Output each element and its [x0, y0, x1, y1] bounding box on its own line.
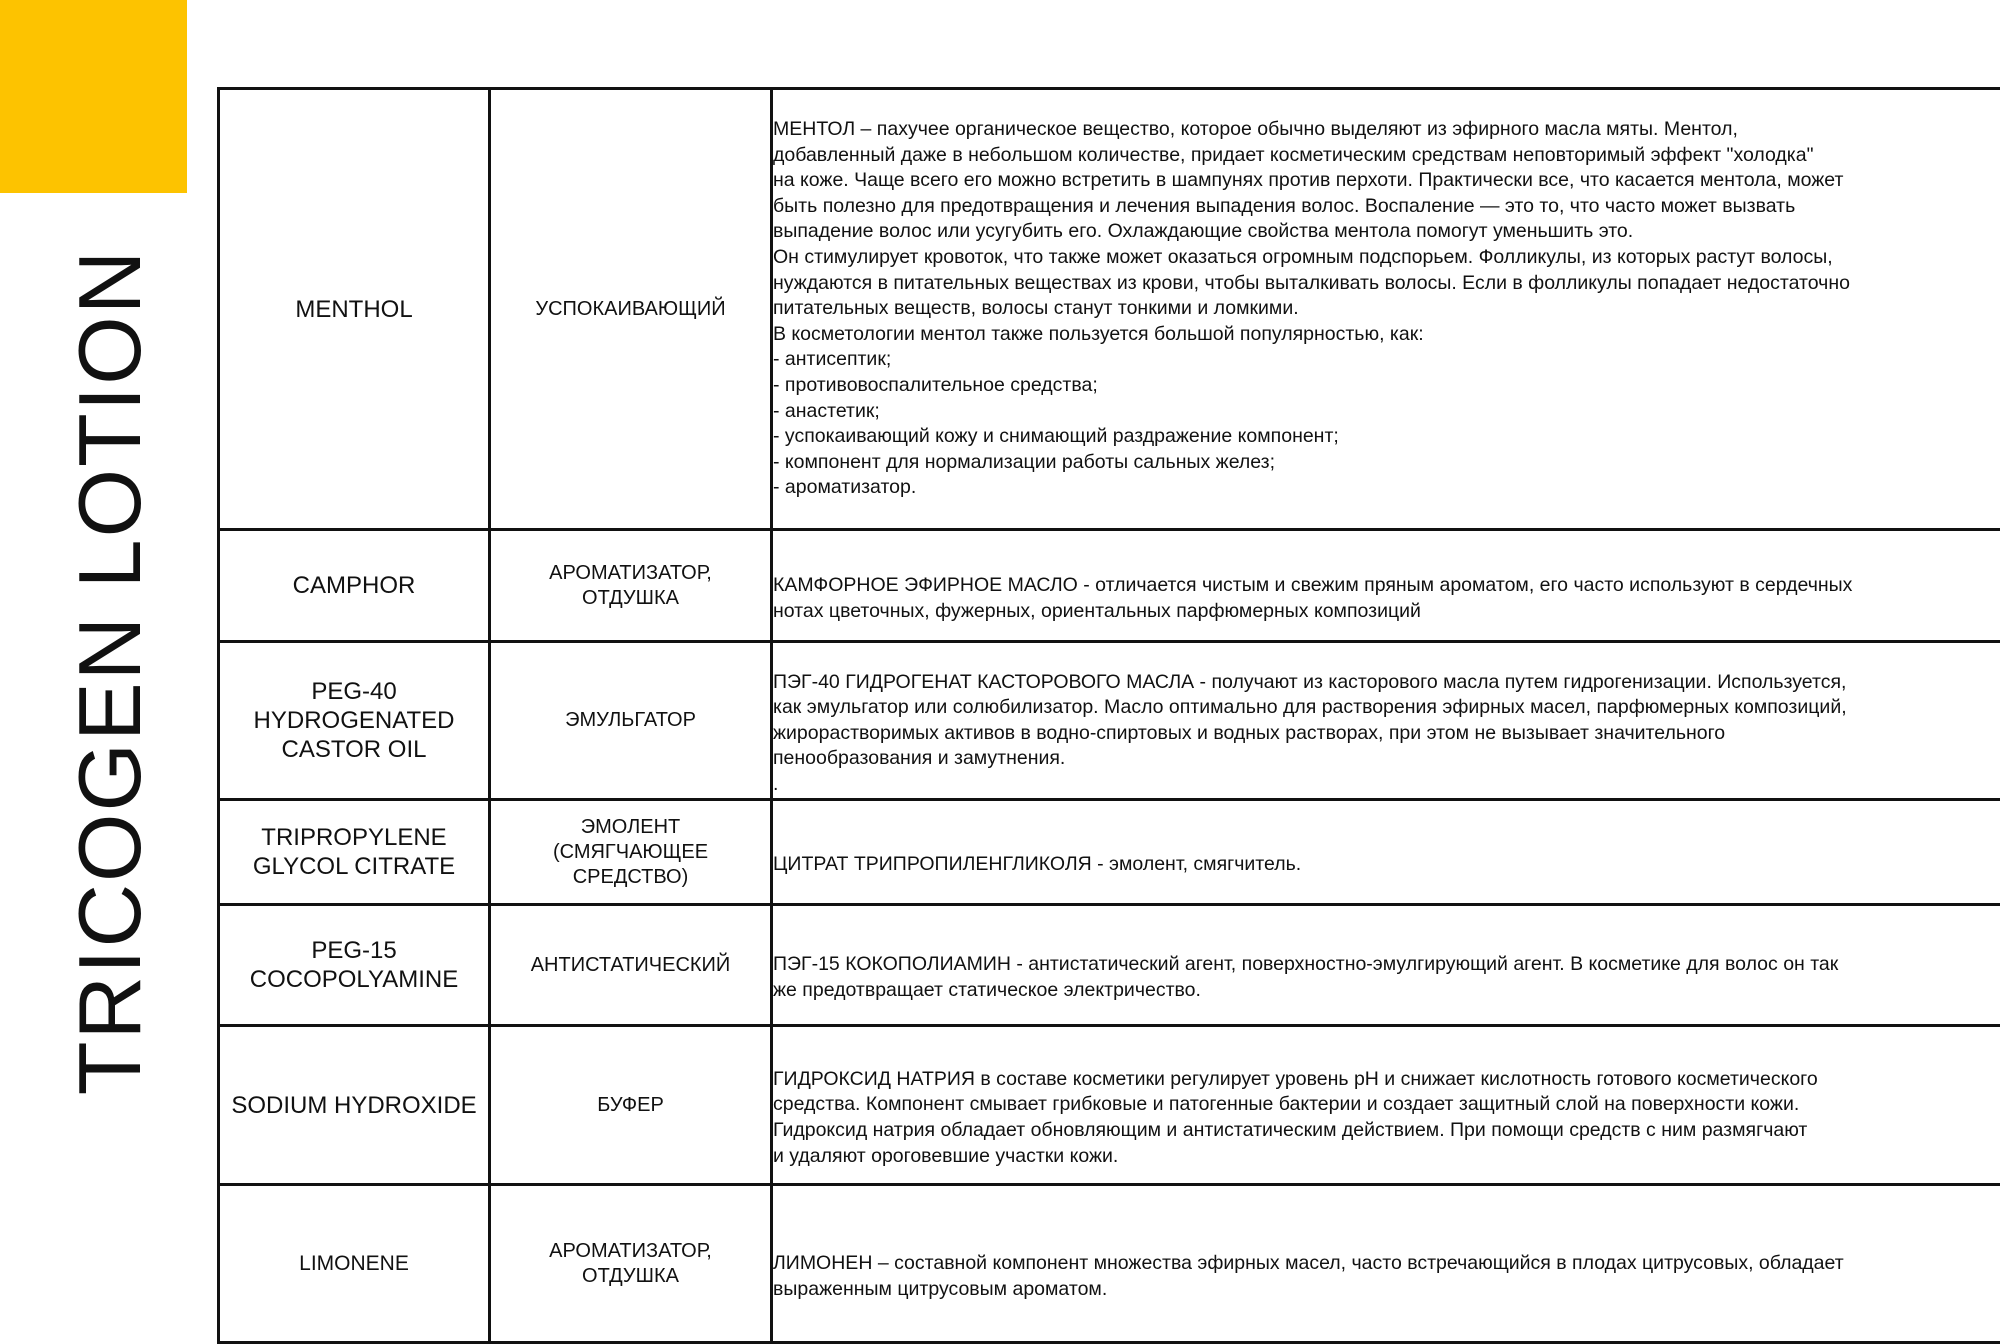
- ingredient-description: КАМФОРНОЕ ЭФИРНОЕ МАСЛО - отличается чистым и свежим пряным ароматом, его часто используют в сердечных нотах цветочных, фужерных, ориентальных парфюмерных композиций: [772, 530, 2000, 642]
- ingredient-function: АРОМАТИЗАТОР, ОТДУШКА: [490, 530, 772, 642]
- ingredient-description: ПЭГ-15 КОКОПОЛИАМИН - антистатический агент, поверхностно-эмулгирующий агент. В косметике для волос он так же предотвращает статическое электричество.: [772, 905, 2000, 1026]
- table-row-peg15: [219, 905, 2000, 1026]
- table-row-tripropylene: [219, 800, 2000, 905]
- ingredient-name: TRIPROPYLENE GLYCOL CITRATE: [219, 800, 490, 905]
- ingredient-function: УСПОКАИВАЮЩИЙ: [490, 89, 772, 530]
- ingredient-description: ПЭГ-40 ГИДРОГЕНАТ КАСТОРОВОГО МАСЛА - получают из касторового масла путем гидрогенизации. Используется, как эмульгатор или солюбилизатор. Масло оптимально для растворения эфирных масел, парфюмерных композиций, жирорастворимых активов в водно-спиртовых и водных растворах, при этом не вызывает значительного пенообразования и замутнения. .: [772, 642, 2000, 800]
- accent-block: [0, 0, 187, 193]
- table-row-sodium-hydroxide: [219, 1026, 2000, 1185]
- ingredient-function: БУФЕР: [490, 1026, 772, 1185]
- table-row-menthol: [219, 89, 2000, 530]
- ingredients-table: [217, 87, 2000, 1344]
- ingredient-name: MENTHOL: [219, 89, 490, 530]
- ingredient-description: ГИДРОКСИД НАТРИЯ в составе косметики регулирует уровень pH и снижает кислотность готового косметического средства. Компонент смывает грибковые и патогенные бактерии и создает защитный слой на поверхности кожи. Гидроксид натрия обладает обновляющим и антистатическим действием. При помощи средств с ним размягчают и удаляют ороговевшие участки кожи.: [772, 1026, 2000, 1185]
- page-title: TRICOGEN LOTION: [66, 249, 154, 1096]
- ingredient-name: PEG-15 COCOPOLYAMINE: [219, 905, 490, 1026]
- ingredient-function: АРОМАТИЗАТОР, ОТДУШКА: [490, 1185, 772, 1343]
- ingredient-function: ЭМОЛЕНТ (СМЯГЧАЮЩЕЕ СРЕДСТВО): [490, 800, 772, 905]
- ingredient-name: SODIUM HYDROXIDE: [219, 1026, 490, 1185]
- table-row-limonene: [219, 1185, 2000, 1343]
- table-row-peg40: [219, 642, 2000, 800]
- ingredient-name: CAMPHOR: [219, 530, 490, 642]
- ingredient-description: ЛИМОНЕН – составной компонент множества эфирных масел, часто встречающийся в плодах цитрусовых, обладает выраженным цитрусовым ароматом.: [772, 1185, 2000, 1343]
- ingredient-name: LIMONENE: [219, 1185, 490, 1343]
- ingredient-function: ЭМУЛЬГАТОР: [490, 642, 772, 800]
- ingredient-function: АНТИСТАТИЧЕСКИЙ: [490, 905, 772, 1026]
- ingredient-description: МЕНТОЛ – пахучее органическое вещество, которое обычно выделяют из эфирного масла мяты. Ментол, добавленный даже в небольшом количестве, придает косметическим средствам неповторимый эффект "холодка" на коже. Чаще всего его можно встретить в шампунях против перхоти. Практически все, что касается ментола, может быть полезно для предотвращения и лечения выпадения волос. Воспаление — это то, что часто может вызвать выпадение волос или усугубить его. Охлаждающие свойства ментола помогут уменьшить это. Он стимулирует кровоток, что также может оказаться огромным подспорьем. Фолликулы, из которых растут волосы, нуждаются в питательных веществах из крови, чтобы выталкивать волосы. Если в фолликулы попадает недостаточно питательных веществ, волосы станут тонкими и ломкими. В косметологии ментол также пользуется большой популярностью, как: - антисептик; - противовоспалительное средства; - анастетик; - успокаивающий кожу и снимающий раздражение компонент; - компонент для нормализации работы сальных желез; - ароматизатор.: [772, 89, 2000, 530]
- ingredient-name: PEG-40 HYDROGENATED CASTOR OIL: [219, 642, 490, 800]
- ingredient-description: ЦИТРАТ ТРИПРОПИЛЕНГЛИКОЛЯ - эмолент, смягчитель.: [772, 800, 2000, 905]
- table-row-camphor: [219, 530, 2000, 642]
